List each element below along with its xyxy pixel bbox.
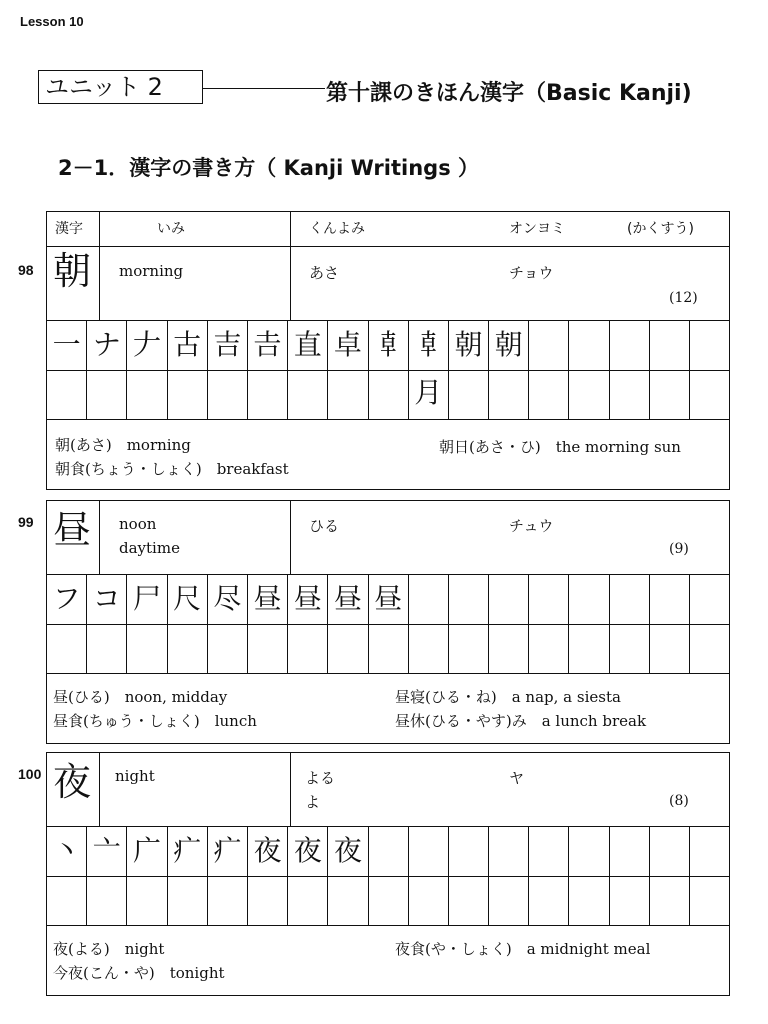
kanji-card-99 bbox=[46, 500, 730, 744]
practice-cell bbox=[569, 877, 609, 926]
practice-cell bbox=[449, 827, 489, 876]
practice-cell bbox=[288, 625, 328, 674]
practice-cell bbox=[569, 575, 609, 624]
example-word: 夜(よる) night bbox=[53, 940, 165, 958]
practice-cell bbox=[569, 827, 609, 876]
practice-cell bbox=[610, 625, 650, 674]
practice-cell bbox=[409, 877, 449, 926]
stroke-step: 卓 bbox=[328, 321, 368, 370]
practice-cell bbox=[449, 371, 489, 420]
practice-cell bbox=[529, 877, 569, 926]
practice-cell bbox=[369, 371, 409, 420]
example-word: 今夜(こん・や) tonight bbox=[53, 964, 225, 982]
practice-cell bbox=[328, 877, 368, 926]
stroke-step: ナ bbox=[87, 321, 127, 370]
header-onyomi: オンヨミ bbox=[509, 221, 565, 237]
practice-cell bbox=[409, 371, 449, 420]
stroke-step: 广 bbox=[127, 827, 167, 876]
kanji-onyomi: チョウ bbox=[509, 264, 554, 282]
practice-cell bbox=[87, 371, 127, 420]
practice-row bbox=[47, 876, 729, 926]
kanji-meaning: daytime bbox=[119, 539, 180, 557]
practice-cell bbox=[369, 877, 409, 926]
header-kanji: 漢字 bbox=[55, 221, 83, 237]
practice-cell bbox=[489, 371, 529, 420]
practice-cell bbox=[610, 371, 650, 420]
kanji-meaning: noon bbox=[119, 515, 157, 533]
practice-cell bbox=[610, 321, 650, 370]
kanji-number: 100 bbox=[18, 766, 42, 782]
practice-cell bbox=[569, 625, 609, 674]
kanji-onyomi: ヤ bbox=[509, 769, 525, 787]
practice-cell bbox=[449, 625, 489, 674]
example-word: 朝日(あさ・ひ) the morning sun bbox=[439, 438, 681, 456]
stroke-order-grid bbox=[47, 826, 729, 926]
stroke-step: 疒 bbox=[168, 827, 208, 876]
stroke-order-row bbox=[47, 574, 729, 624]
unit-connector-line bbox=[203, 88, 325, 89]
practice-cell bbox=[690, 321, 729, 370]
practice-cell bbox=[650, 877, 690, 926]
practice-cell bbox=[409, 827, 449, 876]
examples-section bbox=[47, 925, 729, 998]
practice-cell bbox=[369, 625, 409, 674]
stroke-step: 一 bbox=[47, 321, 87, 370]
stroke-step: 尸 bbox=[127, 575, 167, 624]
practice-cell bbox=[127, 877, 167, 926]
stroke-step: 疒 bbox=[208, 827, 248, 876]
practice-cell bbox=[47, 371, 87, 420]
stroke-step: 尽 bbox=[208, 575, 248, 624]
kanji-character: 昼 bbox=[53, 508, 92, 552]
stroke-step: 昼 bbox=[369, 575, 409, 624]
stroke-step: 夜 bbox=[248, 827, 288, 876]
practice-cell bbox=[127, 625, 167, 674]
examples-section bbox=[47, 419, 729, 492]
practice-cell bbox=[127, 371, 167, 420]
practice-cell bbox=[208, 371, 248, 420]
practice-cell bbox=[248, 877, 288, 926]
kanji-stroke-count: (8) bbox=[669, 793, 689, 809]
practice-cell bbox=[489, 575, 529, 624]
header-kunyomi: くんよみ bbox=[309, 221, 365, 237]
example-word: 夜食(や・しょく) a midnight meal bbox=[395, 940, 651, 958]
practice-cell bbox=[489, 877, 529, 926]
kanji-kunyomi: ひる bbox=[309, 517, 340, 535]
unit-label-box: ユニット 2 bbox=[38, 70, 203, 104]
practice-cell bbox=[529, 827, 569, 876]
practice-cell bbox=[489, 625, 529, 674]
stroke-order-grid bbox=[47, 320, 729, 420]
practice-cell bbox=[690, 827, 729, 876]
kanji-card-98 bbox=[46, 211, 730, 490]
practice-cell bbox=[690, 877, 729, 926]
kanji-kunyomi: あさ bbox=[309, 264, 340, 282]
practice-cell bbox=[690, 575, 729, 624]
stroke-step: 尺 bbox=[168, 575, 208, 624]
practice-cell bbox=[208, 877, 248, 926]
example-word: 昼食(ちゅう・しょく) lunch bbox=[53, 712, 257, 730]
practice-cell bbox=[248, 371, 288, 420]
kanji-stroke-count: (9) bbox=[669, 541, 689, 557]
practice-row bbox=[47, 370, 729, 420]
practice-cell bbox=[87, 877, 127, 926]
kanji-kunyomi: よる bbox=[305, 769, 336, 787]
practice-cell bbox=[449, 575, 489, 624]
practice-cell bbox=[529, 321, 569, 370]
example-word: 朝(あさ) morning bbox=[55, 436, 191, 454]
practice-cell bbox=[569, 371, 609, 420]
practice-cell bbox=[650, 575, 690, 624]
practice-cell bbox=[650, 321, 690, 370]
practice-cell bbox=[650, 625, 690, 674]
stroke-order-row bbox=[47, 826, 729, 876]
stroke-step: 亠 bbox=[87, 827, 127, 876]
stroke-step: 夜 bbox=[288, 827, 328, 876]
stroke-step: 吉 bbox=[208, 321, 248, 370]
kanji-number: 98 bbox=[18, 262, 34, 278]
stroke-step: 夜 bbox=[328, 827, 368, 876]
unit-title: 第十課のきほん漢字（Basic Kanji) bbox=[326, 81, 692, 106]
stroke-step: 朝 bbox=[449, 321, 489, 370]
practice-cell bbox=[409, 625, 449, 674]
example-word: 朝食(ちょう・しょく) breakfast bbox=[55, 460, 289, 478]
practice-cell bbox=[449, 877, 489, 926]
stroke-step: フ bbox=[47, 575, 87, 624]
practice-cell bbox=[47, 877, 87, 926]
stroke-step: 𠦝 bbox=[369, 321, 409, 370]
practice-cell bbox=[168, 371, 208, 420]
practice-cell bbox=[529, 371, 569, 420]
practice-cell bbox=[47, 625, 87, 674]
stroke-step: 𠂇 bbox=[127, 321, 167, 370]
stroke-step: 昼 bbox=[248, 575, 288, 624]
kanji-card-100 bbox=[46, 752, 730, 996]
stroke-step: 直 bbox=[288, 321, 328, 370]
kanji-kunyomi: よ bbox=[305, 793, 321, 811]
header-imi: いみ bbox=[157, 221, 185, 237]
kanji-character: 夜 bbox=[53, 760, 92, 804]
stroke-step: 昼 bbox=[328, 575, 368, 624]
practice-cell bbox=[168, 625, 208, 674]
practice-cell bbox=[328, 371, 368, 420]
stroke-step: 古 bbox=[168, 321, 208, 370]
stroke-order-row bbox=[47, 320, 729, 409]
stroke-order-grid bbox=[47, 574, 729, 674]
kanji-character: 朝 bbox=[53, 249, 92, 293]
practice-cell bbox=[489, 827, 529, 876]
practice-cell bbox=[208, 625, 248, 674]
practice-cell bbox=[409, 575, 449, 624]
stroke-step: 朝 bbox=[489, 321, 529, 370]
kanji-number: 99 bbox=[18, 514, 34, 530]
practice-cell bbox=[529, 625, 569, 674]
lesson-label: Lesson 10 bbox=[20, 14, 84, 29]
practice-cell bbox=[610, 877, 650, 926]
practice-cell bbox=[569, 321, 609, 370]
kanji-meaning: morning bbox=[119, 262, 184, 280]
section-title: 2－1．漢字の書き方（ Kanji Writings ） bbox=[58, 156, 480, 180]
example-word: 昼寝(ひる・ね) a nap, a siesta bbox=[395, 688, 621, 706]
practice-cell bbox=[288, 371, 328, 420]
example-word: 昼休(ひる・やす)み a lunch break bbox=[395, 712, 647, 730]
practice-cell bbox=[610, 575, 650, 624]
practice-cell bbox=[168, 877, 208, 926]
stroke-step: コ bbox=[87, 575, 127, 624]
examples-section bbox=[47, 673, 729, 746]
practice-cell bbox=[87, 625, 127, 674]
practice-row bbox=[47, 624, 729, 674]
practice-cell bbox=[288, 877, 328, 926]
practice-cell bbox=[369, 827, 409, 876]
stroke-step: 𠮷 bbox=[248, 321, 288, 370]
stroke-step: 𠦝月 bbox=[409, 321, 449, 370]
stroke-step: 昼 bbox=[288, 575, 328, 624]
stroke-step: 丶 bbox=[47, 827, 87, 876]
practice-cell bbox=[650, 371, 690, 420]
practice-cell bbox=[650, 827, 690, 876]
practice-cell bbox=[529, 575, 569, 624]
kanji-stroke-count: (12) bbox=[669, 290, 698, 306]
practice-cell bbox=[328, 625, 368, 674]
header-kakusuu: (かくすう) bbox=[627, 221, 694, 237]
practice-cell bbox=[610, 827, 650, 876]
example-word: 昼(ひる) noon, midday bbox=[53, 688, 228, 706]
kanji-meaning: night bbox=[115, 767, 155, 785]
kanji-onyomi: チュウ bbox=[509, 517, 554, 535]
practice-cell bbox=[248, 625, 288, 674]
practice-cell bbox=[690, 371, 729, 420]
practice-cell bbox=[690, 625, 729, 674]
